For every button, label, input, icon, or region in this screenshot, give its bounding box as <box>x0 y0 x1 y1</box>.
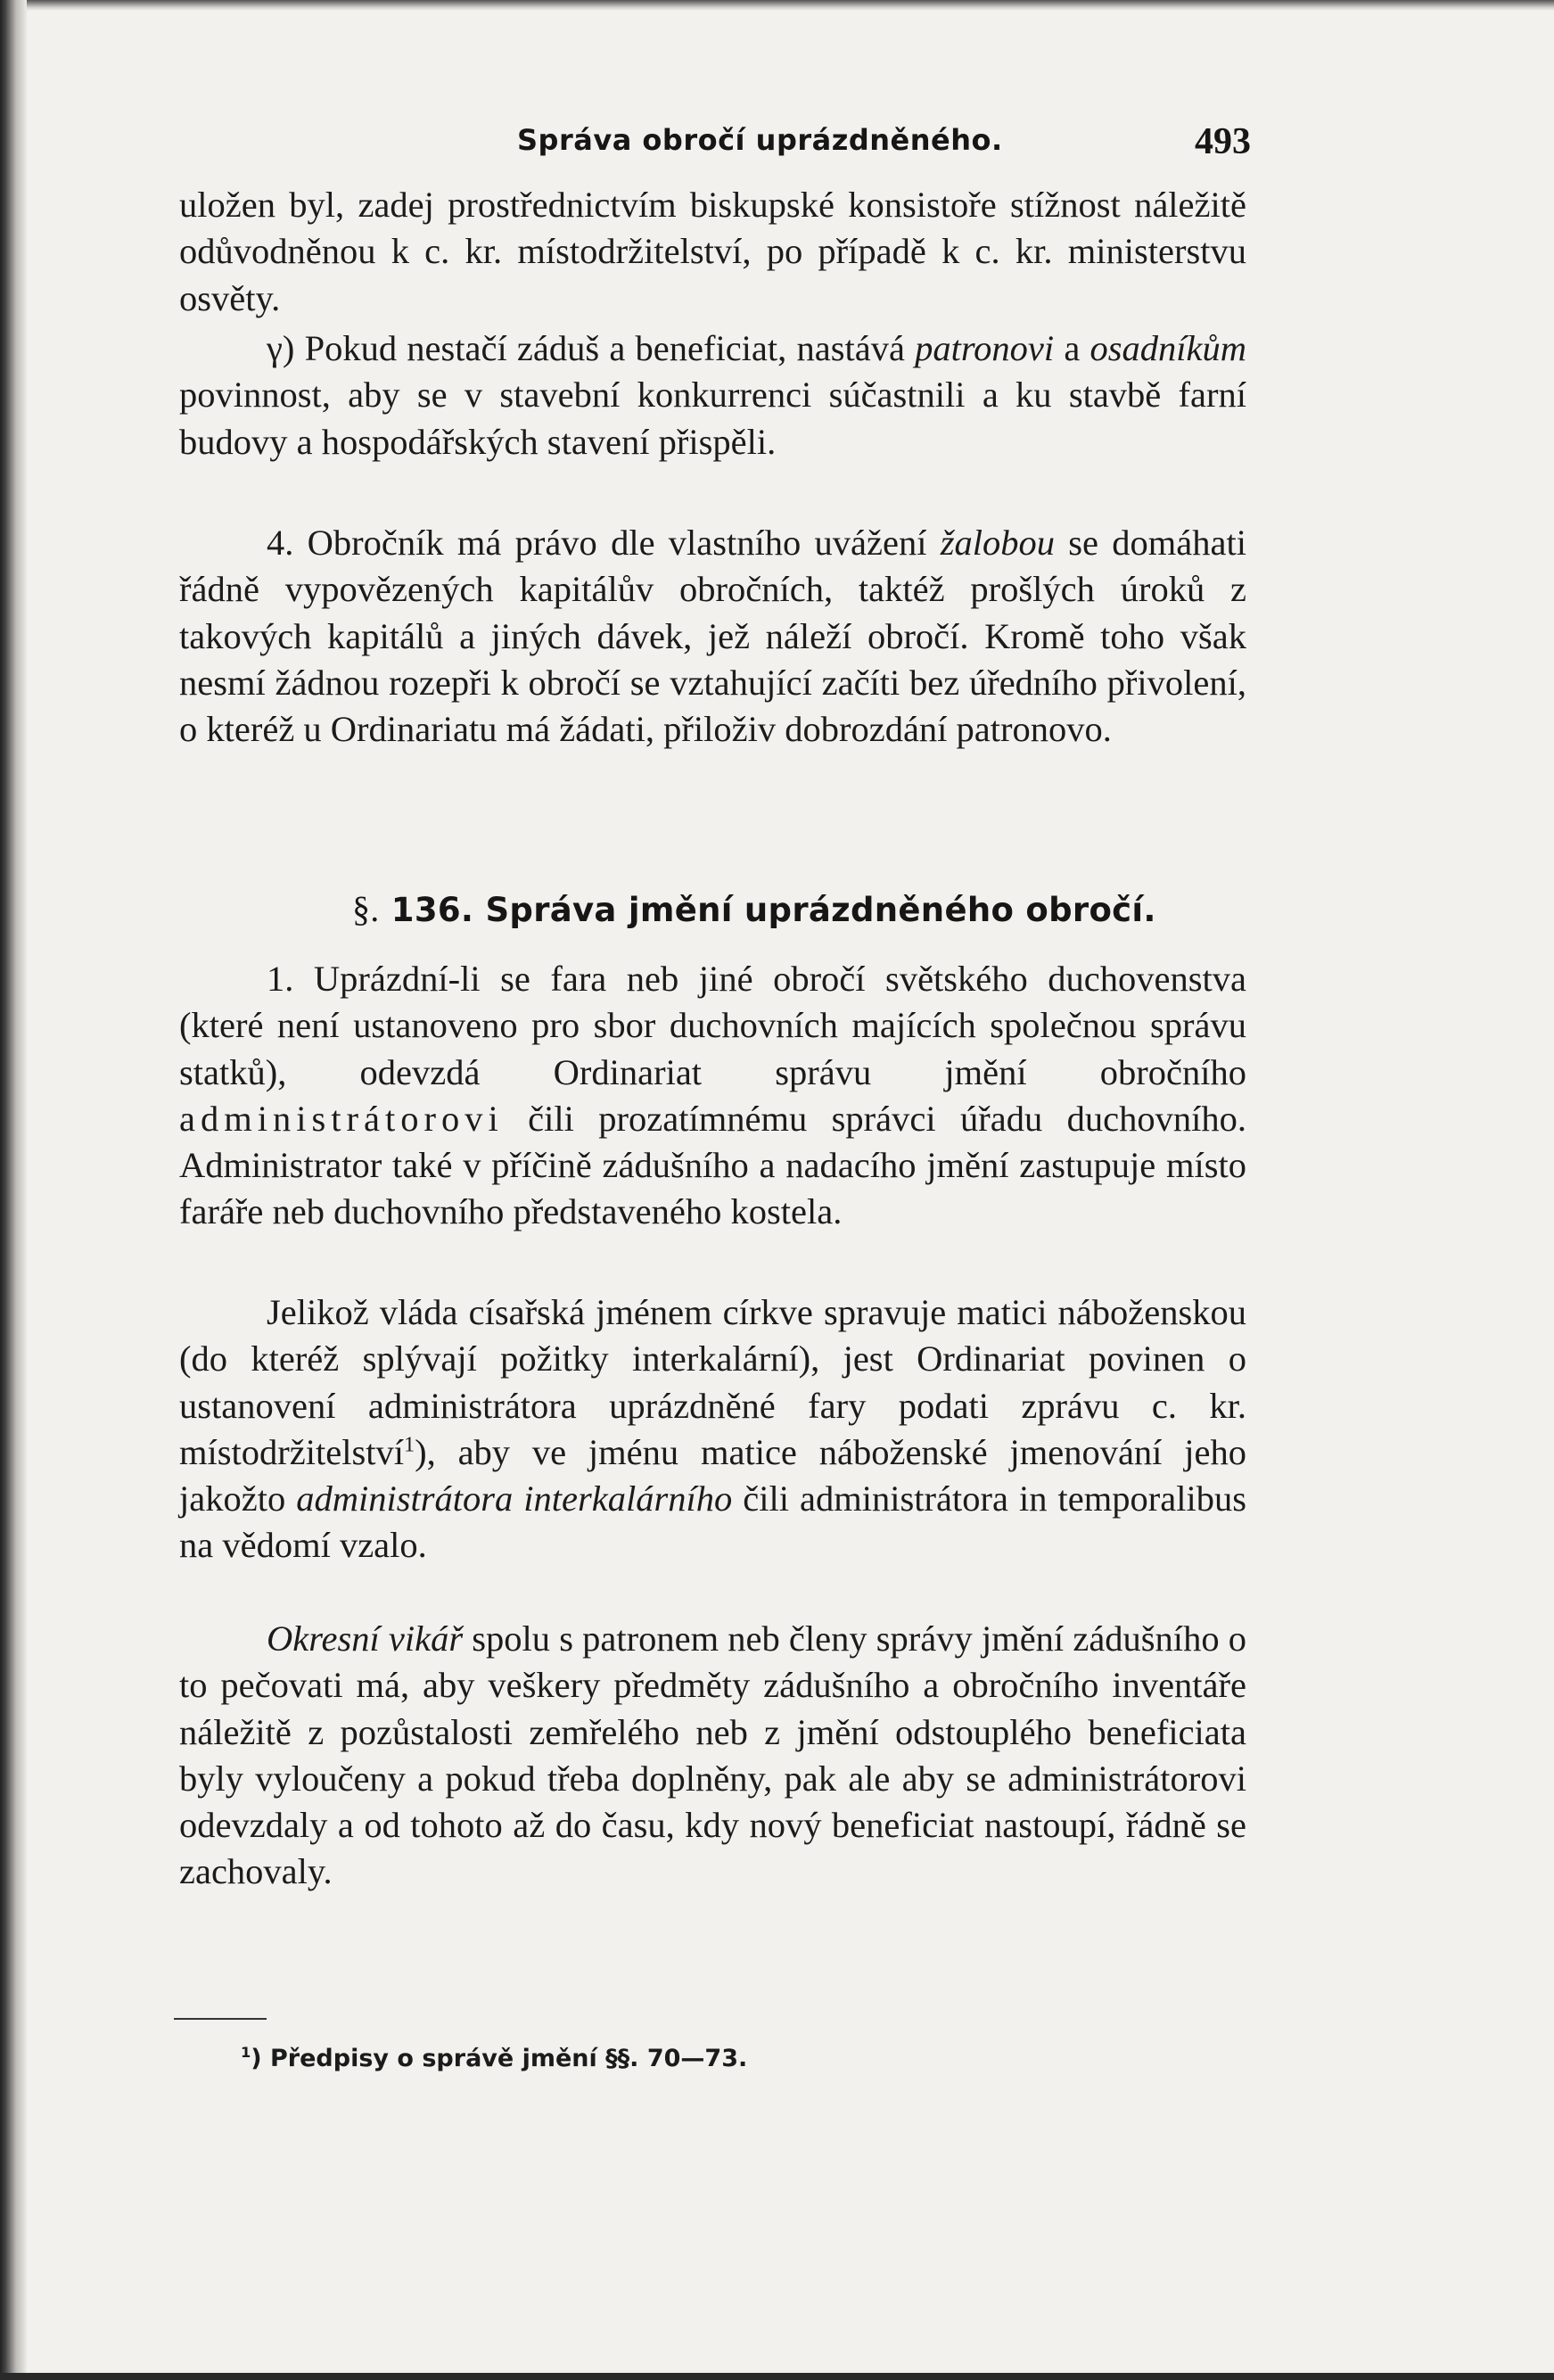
text-run: spolu s patronem neb členy správy jmění zádušního o to pečovati má, aby veškery předměty zádušního a obročního inventáře náležitě z pozůstalosti zemřelého neb z jmění odstouplého beneficiata byly vyloučeny a pokud třeba doplněny, pak ale aby se administrátorovi odevzdaly a od tohoto až do času, kdy nový beneficiat nastoupí, řádně se zachovaly. <box>179 1618 1246 1892</box>
paragraph-text <box>179 1289 1246 1569</box>
section-mark: §. <box>352 889 380 929</box>
text-run: 4. Obročník má právo dle vlastního uvážení <box>267 523 941 563</box>
emphasis-parishioners: osadníkům <box>1089 328 1246 368</box>
paragraph-continuation <box>179 182 1246 322</box>
text-run: 1. Uprázdní-li se fara neb jiné obročí světského duchovenstva (které není ustanoveno pro sbor duchovních majících společnou správu statků), odevzdá Ordinariat správu jmění obročního <box>179 959 1246 1092</box>
spaced-term-administrator: administrátorovi <box>179 1098 504 1139</box>
footnote-text: ) Předpisy o správě jmění §§. 70—73. <box>251 2045 748 2072</box>
text-run: povinnost, aby se v stavební konkurrenci súčastnili a ku stavbě farní budovy a hospodářských stavení přispěli. <box>179 375 1246 462</box>
paragraph-text <box>179 956 1246 1236</box>
paragraph-1 <box>179 956 1246 1236</box>
footnote-reference: 1 <box>403 1432 415 1457</box>
footnote <box>241 2045 747 2072</box>
text-run: γ) Pokud nestačí záduš a beneficiat, nastává <box>267 328 916 368</box>
paragraph-text <box>179 520 1246 753</box>
running-header: Správa obročí uprázdněného. <box>517 123 1003 157</box>
emphasis-lawsuit: žalobou <box>940 523 1056 563</box>
text-run: a <box>1054 328 1090 368</box>
footnote-mark: 1 <box>241 2044 251 2061</box>
section-heading <box>352 888 1156 930</box>
paragraph-text: uložen byl, zadej prostřednictvím biskupské konsistoře stížnost náležitě odůvodněnou k c. kr. místodržitelství, po případě k c. kr. ministerstvu osvěty. <box>179 185 1246 318</box>
paragraph-text <box>179 1616 1246 1896</box>
paragraph-4 <box>179 520 1246 753</box>
section-title: 136. Správa jmění uprázdněného obročí. <box>379 891 1156 929</box>
emphasis-patron: patronovi <box>915 328 1055 368</box>
paragraph-vicar <box>179 1616 1246 1896</box>
text-run: se domáhati řádně vypovězených kapitálův obročních, taktéž prošlých úroků z takových kapitálů a jiných dávek, jež náleží obročí. Kromě toho však nesmí žádnou rozepři k obročí se vztahující začíti bez úředního přivolení, o kteréž u Ordinariatu má žádati, přiloživ dobrozdání patronovo. <box>179 523 1246 750</box>
paragraph-text <box>179 325 1246 465</box>
page-top-edge <box>0 0 1554 11</box>
emphasis-interim-administrator: administrátora interkalárního <box>296 1478 733 1519</box>
paragraph-government <box>179 1289 1246 1569</box>
text-run: čili administrátora in temporalibus na vědomí vzalo. <box>179 1478 1246 1566</box>
paragraph-gamma <box>179 325 1246 465</box>
page-number: 493 <box>1195 121 1251 162</box>
text-run: čili prozatímnému správci úřadu duchovního. Administrator také v příčině zádušního a nadacího jmění zastupuje místo faráře neb duchovního představeného kostela. <box>179 1098 1246 1232</box>
text-run: Jelikož vláda císařská jménem církve spravuje matici náboženskou (do kteréž splývají požitky interkalární), jest Ordinariat povinen o ustanovení administrátora uprázdněné fary podati zprávu c. kr. místodržitelství <box>179 1292 1246 1472</box>
emphasis-district-vicar: Okresní vikář <box>267 1618 464 1659</box>
text-run: ), aby ve jménu matice náboženské jmenování jeho jakožto <box>179 1431 1246 1519</box>
page-binding-edge <box>0 0 27 2380</box>
footnote-divider <box>174 2018 267 2020</box>
page-bottom-edge <box>0 2373 1554 2380</box>
